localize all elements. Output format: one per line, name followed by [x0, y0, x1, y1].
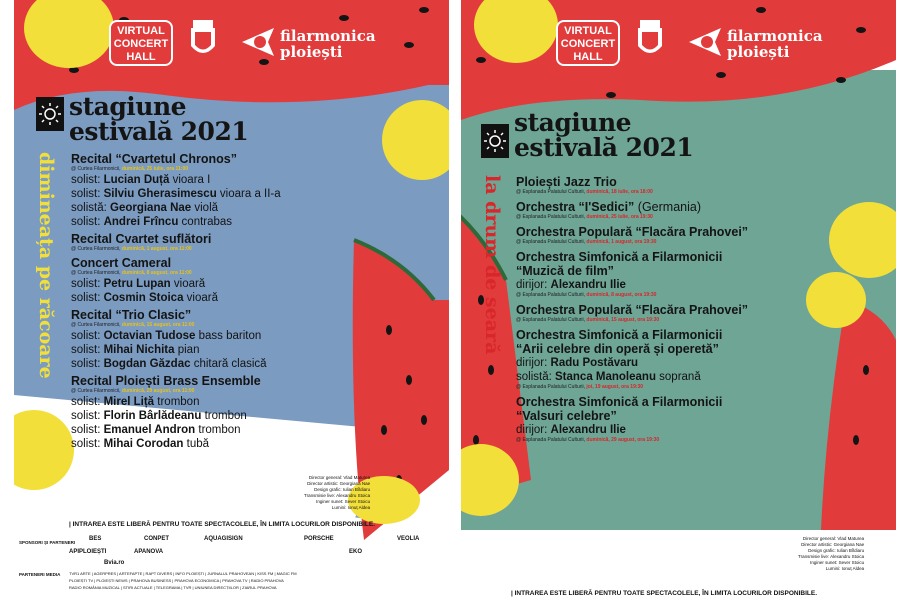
- event-datetime: duminică, 1 august, ora 11:00: [121, 246, 192, 252]
- venue-name: @ Curtea Filarmonicii,: [71, 388, 122, 394]
- role-label: solist:: [71, 438, 104, 450]
- performer-name: Cosmin Stoica: [103, 292, 184, 304]
- poster-a-program: [71, 152, 281, 454]
- partner-logo: APANOVA: [134, 549, 164, 555]
- soloist-line: [516, 423, 748, 437]
- media-line: RADIO ROMÂNIA MUZICAL | STIRI ACTUALE | TELEGRAMA | TVR | UNIUNEA DIRECȚIILOR | ZIARUL PRAHOVA: [69, 585, 277, 590]
- program-item-title-text: Orchestra “I'Sedici”: [516, 200, 635, 214]
- soloist-line: [71, 329, 281, 343]
- event-datetime: duminică, 15 august, ora 19:30: [586, 317, 660, 323]
- program-item-title: Recital Ploiești Brass Ensemble: [71, 374, 261, 388]
- event-datetime: duminică, 25 iulie, ora 19:30: [586, 214, 653, 220]
- role-label: solist:: [71, 174, 104, 186]
- event-datetime: joi, 19 august, ora 19:30: [586, 384, 644, 390]
- poster-a-vertical-title: dimineața pe răcoare: [35, 152, 57, 379]
- soloist-line: [71, 409, 281, 423]
- soloist-line: [71, 423, 281, 437]
- soloist-line: [71, 437, 281, 451]
- program-item-title: [516, 225, 748, 239]
- role-label: solist:: [71, 396, 104, 408]
- program-item-title: [516, 303, 748, 317]
- instrument-label: trombon: [195, 424, 241, 436]
- role-label: solist:: [71, 358, 104, 370]
- performer-name: Mihai Corodan: [103, 438, 184, 450]
- instrument-label: tubă: [183, 438, 210, 450]
- header-logos: [461, 12, 896, 72]
- performer-name: Alexandru Ilie: [550, 279, 626, 291]
- program-item-title-text: Orchestra Populară “Flacăra Prahovei”: [516, 225, 749, 239]
- role-label: dirijor:: [516, 357, 551, 369]
- media-partners-label: PARTENERI MEDIA: [19, 572, 61, 577]
- program-item: [516, 395, 748, 444]
- filarmonica-logo: filarmonica ploiești: [687, 24, 857, 64]
- partner-logo: EKO: [349, 549, 363, 555]
- partners-block: [14, 535, 449, 595]
- venue-line: [71, 270, 281, 277]
- header-logos: [14, 12, 449, 72]
- role-label: solistă:: [516, 371, 555, 383]
- role-label: solist:: [71, 424, 104, 436]
- violin-clef-icon: [687, 24, 723, 60]
- performer-name: Florin Bârlădeanu: [103, 410, 202, 422]
- instrument-label: soprană: [655, 371, 701, 383]
- program-item-title: [516, 175, 748, 189]
- venue-line: [71, 166, 281, 173]
- partner-logo: VEOLIA: [397, 536, 420, 542]
- program-item-title-text: Orchestra Populară “Flacăra Prahovei”: [516, 303, 749, 317]
- instrument-label: vioară: [170, 278, 206, 290]
- instrument-label: vioara I: [169, 174, 211, 186]
- soloist-line: [71, 277, 281, 291]
- poster-b-program: [516, 175, 748, 448]
- performer-name: Emanuel Andron: [103, 424, 196, 436]
- event-datetime: duminică, 18 iulie, ora 18:00: [586, 189, 653, 195]
- venue-line: [516, 317, 748, 324]
- event-datetime: duminică, 25 iulie, ora 11:00: [121, 166, 189, 172]
- soloist-line: [71, 201, 281, 215]
- venue-line: [516, 437, 748, 444]
- media-line: PLOIEȘTI TV | PLOIEȘTI NEWS | PRAHOVA BUSINESS | PRAHOVA ECONOMICA | PRAHOVA TV | RADIO PRAHOVA: [69, 578, 284, 583]
- partner-logo: CONPET: [144, 536, 170, 542]
- program-item-subtitle: “Valsuri celebre”: [516, 409, 617, 423]
- instrument-label: contrabas: [178, 216, 233, 228]
- sun-icon: [481, 124, 509, 158]
- event-datetime: duminică, 29 august, ora 19:30: [586, 437, 660, 443]
- program-item-title: [516, 328, 748, 342]
- venue-line: [516, 292, 748, 299]
- performer-name: Stanca Manoleanu: [555, 371, 656, 383]
- soloist-line: [71, 357, 281, 371]
- program-item-title: [516, 200, 748, 214]
- instrument-label: trombon: [154, 396, 200, 408]
- program-item-title: [516, 250, 748, 264]
- role-label: solist:: [71, 292, 104, 304]
- program-item-subtitle: “Arii celebre din operă și operetă”: [516, 342, 719, 356]
- instrument-label: vioara a II-a: [216, 188, 281, 200]
- role-label: dirijor:: [516, 279, 551, 291]
- performer-name: Mirel Liță: [103, 396, 155, 408]
- soloist-line: [71, 173, 281, 187]
- performer-name: Alexandru Ilie: [550, 424, 626, 436]
- program-item-title-text: Orchestra Simfonică a Filarmonicii: [516, 395, 723, 409]
- venue-line: [516, 239, 748, 246]
- program-item: [516, 175, 748, 196]
- program-item: [71, 308, 281, 371]
- venue-name: @ Esplanada Palatului Culturii,: [516, 239, 587, 245]
- program-item: [516, 328, 748, 391]
- program-item: [516, 225, 748, 246]
- program-item: [71, 374, 281, 451]
- violin-clef-icon: [240, 24, 276, 60]
- event-datetime: duminică, 1 august, ora 19:30: [586, 239, 657, 245]
- poster-b-footer: | INTRAREA ESTE LIBERĂ PENTRU TOATE SPECTACOLELE, ÎN LIMITA LOCURILOR DISPONIBILE.: [511, 590, 818, 597]
- partner-logo: BES: [89, 536, 102, 542]
- virtual-concert-hall-logo: VIRTUAL CONCERT HALL: [556, 20, 620, 66]
- event-datetime: duminică, 15 august, ora 11:00: [121, 322, 195, 328]
- performer-name: Mihai Nichita: [103, 344, 175, 356]
- venue-name: @ Esplanada Palatului Culturii,: [516, 292, 587, 298]
- instrument-label: pian: [174, 344, 200, 356]
- venue-line: [516, 214, 748, 221]
- performer-name: Andrei Frîncu: [103, 216, 179, 228]
- role-label: solist:: [71, 188, 104, 200]
- role-label: solistă:: [71, 202, 110, 214]
- role-label: dirijor:: [516, 424, 551, 436]
- venue-line: [71, 322, 281, 329]
- soloist-line: [71, 187, 281, 201]
- soloist-line: [516, 356, 748, 370]
- soloist-line: [71, 343, 281, 357]
- venue-name: @ Curtea Filarmonicii,: [71, 246, 122, 252]
- sponsors-label: SPONSORI ȘI PARTENERI: [19, 540, 76, 545]
- role-label: solist:: [71, 344, 104, 356]
- program-item-title-text: Orchestra Simfonică a Filarmonicii: [516, 328, 723, 342]
- venue-name: @ Esplanada Palatului Culturii,: [516, 214, 587, 220]
- poster-b-credits: Director general: Vlad Maturea Director artistic: Georgiana Nae Design grafic: Iulian Bîldiaru Transmisie live: Alexandru Stoica Inginer sunet: Sever Stoicu Lumini: Ionuț Aldea: [798, 536, 865, 571]
- performer-name: Bogdan Găzdac: [103, 358, 191, 370]
- role-label: solist:: [71, 330, 104, 342]
- venue-name: @ Curtea Filarmonicii,: [71, 270, 122, 276]
- venue-line: [71, 388, 281, 395]
- role-label: solist:: [71, 278, 104, 290]
- performer-name: Octavian Tudose: [103, 330, 196, 342]
- role-label: solist:: [71, 410, 104, 422]
- sun-icon: [36, 97, 64, 131]
- soloist-line: [516, 278, 748, 292]
- venue-name: @ Esplanada Palatului Culturii,: [516, 384, 587, 390]
- performer-name: Silviu Gherasimescu: [103, 188, 217, 200]
- venue-line: [516, 189, 748, 196]
- venue-name: @ Curtea Filarmonicii,: [71, 322, 122, 328]
- poster-b-title: stagiune estivală 2021: [514, 108, 694, 162]
- role-label: solist:: [71, 216, 104, 228]
- poster-a-credits: Director general: Vlad Maturea Director artistic: Georgiana Nae Design grafic: Iulian Bîldiaru Transmisie live: Alexandru Stoica Inginer sunet: Sever Stoicu Lumini: Ionuț Aldea: [304, 475, 371, 510]
- program-item: [516, 200, 748, 221]
- instrument-label: violă: [191, 202, 219, 214]
- instrument-label: bass bariton: [195, 330, 262, 342]
- program-item-subtitle: “Muzică de film”: [516, 264, 614, 278]
- virtual-concert-hall-logo: VIRTUAL CONCERT HALL: [109, 20, 173, 66]
- poster-morning: [14, 0, 449, 600]
- program-item-title-extra: (Germania): [634, 200, 701, 214]
- program-item: [516, 250, 748, 299]
- partner-logo: APIPLOIEȘTI: [69, 549, 107, 555]
- program-item: [71, 256, 281, 305]
- performer-name: Radu Postăvaru: [550, 357, 639, 369]
- venue-line: [71, 246, 281, 253]
- program-item-title: Recital “Trio Clasic”: [71, 308, 192, 322]
- venue-name: @ Esplanada Palatului Culturii,: [516, 189, 587, 195]
- program-item: [71, 232, 281, 253]
- instrument-label: chitară clasică: [190, 358, 267, 370]
- soloist-line: [71, 291, 281, 305]
- soloist-line: [71, 215, 281, 229]
- program-item: [516, 303, 748, 324]
- poster-evening: [461, 0, 896, 600]
- poster-b-vertical-title: la drum de seară: [481, 175, 503, 355]
- venue-line: [516, 384, 748, 391]
- media-line: TVR1 ARTE | AGERPRES | ARTEFAPTE | RAPT DIVERS | INFO PLOIEȘTI | JURNALUL PRAHOVEAN | KISS FM | MAGIC FM: [69, 571, 297, 576]
- performer-name: Petru Lupan: [103, 278, 171, 290]
- partner-logo: AQUAGISIGN: [204, 536, 243, 542]
- event-datetime: duminică, 8 august, ora 11:00: [121, 270, 192, 276]
- poster-a-footer: | INTRAREA ESTE LIBERĂ PENTRU TOATE SPECTACOLELE, ÎN LIMITA LOCURILOR DISPONIBILE.: [69, 521, 376, 528]
- program-item-title: Recital Cvartet suflători: [71, 232, 212, 246]
- program-item-title: Recital “Cvartetul Chronos”: [71, 152, 238, 166]
- venue-name: @ Esplanada Palatului Culturii,: [516, 317, 587, 323]
- instrument-label: vioară: [183, 292, 219, 304]
- soloist-line: [71, 395, 281, 409]
- partner-logo: Bvia.ro: [104, 560, 125, 566]
- filarmonica-logo: filarmonica ploiești: [240, 24, 410, 64]
- program-item-title: Concert Cameral: [71, 256, 172, 270]
- program-item-title-text: Ploiești Jazz Trio: [516, 175, 617, 189]
- partner-logo: PORSCHE: [304, 536, 334, 542]
- program-item-title: [516, 395, 748, 409]
- performer-name: Lucian Duță: [103, 174, 170, 186]
- program-item: [71, 152, 281, 229]
- event-datetime: duminică, 29 august, ora 11:00: [121, 388, 195, 394]
- venue-name: @ Curtea Filarmonicii,: [71, 166, 122, 172]
- event-datetime: duminică, 8 august, ora 19:30: [586, 292, 657, 298]
- soloist-line: [516, 370, 748, 384]
- instrument-label: trombon: [201, 410, 247, 422]
- ploiesti-crest-icon: [634, 18, 666, 62]
- poster-a-title: stagiune estivală 2021: [69, 92, 249, 146]
- performer-name: Georgiana Nae: [110, 202, 192, 214]
- ploiesti-crest-icon: [187, 18, 219, 62]
- venue-name: @ Esplanada Palatului Culturii,: [516, 437, 587, 443]
- program-item-title-text: Orchestra Simfonică a Filarmonicii: [516, 250, 723, 264]
